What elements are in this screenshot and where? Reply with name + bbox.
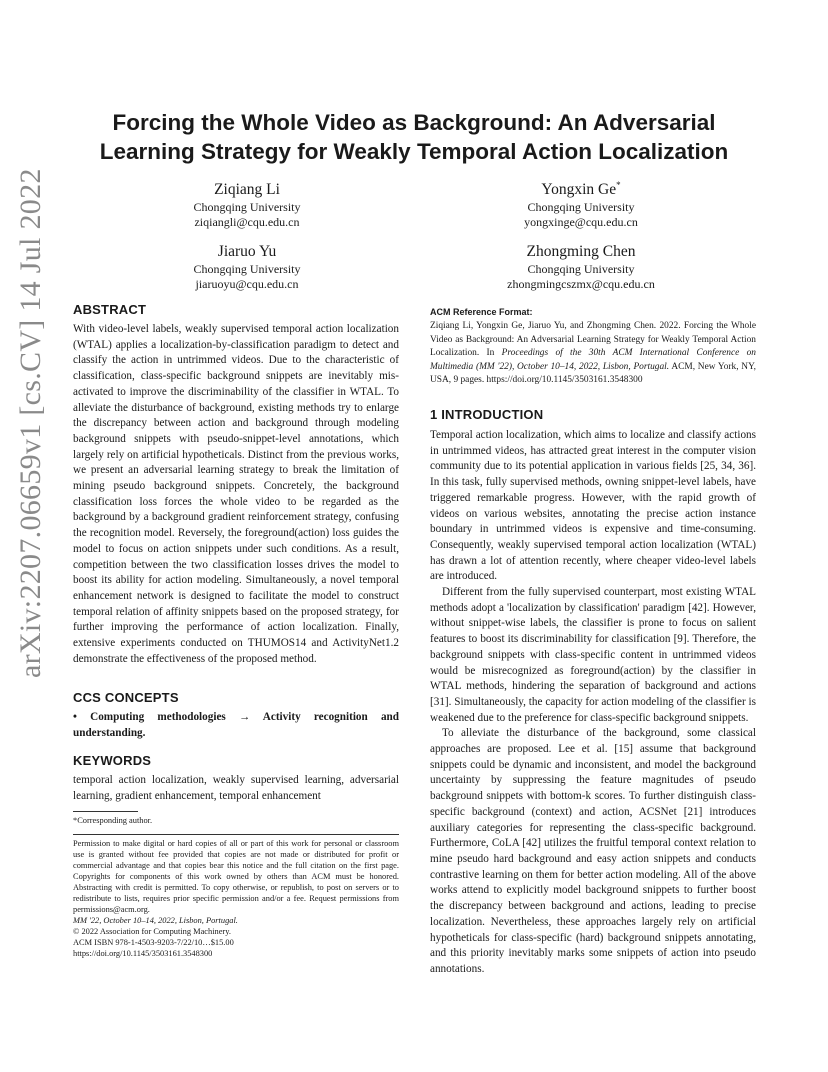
acm-reference-authors: Ziqiang Li, Yongxin Ge, Jiaruo Yu, and Zhongming Chen. 2022. Forcing the Whole Video as Background: An Adversarial Learning Strategy for Weakly Temporal Action Localization. In — [430, 321, 756, 358]
intro-paragraph-1: Temporal action localization, which aims to localize and classify actions in untrimmed videos, has attracted great interest in the computer vision community due to its potential application in various fields [25, 34, 36]. In this task, fully supervised methods, owning snippet-level labels, have triggered remarkable progress. However, with the rapid growth of videos on various websites, annotating the precise action instance boundary in untrimmed videos is expensive and time-consuming. Consequently, weakly supervised temporal action localization (WTAL) has drawn a lot of attention recently, where cheaper video-level labels are introduced. — [430, 429, 756, 583]
permission-notice: Permission to make digital or hard copies of all or part of this work for personal or classroom use is granted without fee provided that copies are not made or distributed for profit or commercial advantage and that copies bear this notice and the full citation on the first page. Copyrights for components of this work owned by others than ACM must be honored. Abstracting with credit is permitted. To copy otherwise, or republish, to post on servers or to redistribute to lists, requires prior specific permission and/or a fee. Request permissions from permissions@acm.org. — [73, 839, 399, 914]
author-affiliation: Chongqing University — [193, 200, 301, 214]
keywords-list: temporal action localization, weakly supervised learning, adversarial learning, gradient enhancement, temporal enhancement — [73, 774, 399, 802]
acm-reference-venue: Proceedings of the 30th ACM International Conference on Multimedia (MM '22), October 10–14, 2022, Lisbon, Portugal. — [430, 348, 756, 372]
corresponding-mark: * — [616, 179, 621, 190]
author-email: zhongmingcszmx@cqu.edu.cn — [507, 277, 655, 291]
keywords-text — [73, 773, 399, 804]
author-block-1 — [147, 180, 347, 230]
acm-reference-text — [430, 320, 756, 388]
paper-title — [80, 108, 748, 166]
isbn-line: ACM ISBN 978-1-4503-9203-7/22/10…$15.00 — [73, 938, 234, 947]
title-line-2: Learning Strategy for Weakly Temporal Action Localization — [99, 139, 729, 164]
author-email: ziqiangli@cqu.edu.cn — [194, 215, 300, 229]
author-block-3 — [147, 242, 347, 292]
keywords-heading: KEYWORDS — [73, 753, 152, 768]
introduction-text — [430, 428, 756, 978]
intro-paragraph-3: To alleviate the disturbance of the background, some classical approaches are proposed. Lee et al. [15] assume that background snippets could be dynamic and inconsistent, and model the background uncertainty by suppressing the feature magnitudes of pseudo background snippets with bottom-k scores. To further distinguish class-specific background (context) and action, ACSNet [21] introduces auxiliary categories for representing the class-specific background. Furthermore, CoLA [42] utilizes the fruitful temporal context relation to mine pseudo hard background and easy action snippets and conducts contrastive learning on them for better action modeling. All of the above works attend to explicitly model background snippets to further boost the discrepancy between background and actions, leading to precise localization. Nevertheless, these approaches largely rely on artificial hypotheticals for class-specific (hard) background snippets annotating, and this priority inevitably marks some snippets of action into pseudo annotations. — [430, 727, 756, 975]
ccs-text — [73, 710, 399, 741]
doi-link[interactable]: https://doi.org/10.1145/3503161.3548300 — [73, 949, 213, 958]
author-name: Zhongming Chen — [526, 243, 636, 260]
corresponding-footnote: *Corresponding author. — [73, 816, 153, 825]
title-line-1: Forcing the Whole Video as Background: An Adversarial — [112, 110, 716, 135]
footnote-rule — [73, 811, 138, 812]
arxiv-identifier: arXiv:2207.06659v1 [cs.CV] 14 Jul 2022 — [14, 168, 47, 678]
author-email: jiaruoyu@cqu.edu.cn — [195, 277, 299, 291]
author-affiliation: Chongqing University — [527, 262, 635, 276]
arxiv-sidebar — [0, 0, 70, 1072]
ccs-heading: CCS CONCEPTS — [73, 690, 179, 705]
author-block-2 — [481, 180, 681, 230]
abstract-text — [73, 322, 399, 667]
introduction-heading: 1 INTRODUCTION — [430, 407, 544, 422]
author-block-4 — [481, 242, 681, 292]
acm-reference-heading: ACM Reference Format: — [430, 307, 533, 317]
acm-reference-pub: ACM, New York, NY, USA, 9 pages. https://doi.org/10.1145/3503161.3548300 — [430, 361, 756, 385]
author-name: Yongxin Ge* — [541, 179, 621, 198]
author-email: yongxinge@cqu.edu.cn — [524, 215, 638, 229]
author-name: Ziqiang Li — [214, 181, 280, 198]
copyright-line: © 2022 Association for Computing Machinery. — [73, 927, 231, 936]
author-name: Jiaruo Yu — [217, 243, 277, 260]
abstract-heading: ABSTRACT — [73, 302, 147, 317]
conference-info: MM '22, October 10–14, 2022, Lisbon, Portugal. — [73, 916, 238, 925]
intro-paragraph-2: Different from the fully supervised counterpart, most existing WTAL methods adopt a 'localization by classification' paradigm [42]. However, without snippet-wise labels, the classifier is prone to focus on salient features to boost its discriminability for classification [9]. Therefore, the background snippets with class-specific content in untrimmed videos would be misrecognized as foreground(action) by the classifier in WTAL methods, hindering the separation of background and actions [31]. Simultaneously, the capacity for action modeling of the classifier is weakened due to the preference for class-specific background snippets. — [430, 586, 756, 724]
author-affiliation: Chongqing University — [193, 262, 301, 276]
author-affiliation: Chongqing University — [527, 200, 635, 214]
ccs-concept: • Computing methodologies → Activity recognition and understanding. — [73, 711, 399, 739]
abstract-paragraph: With video-level labels, weakly supervised temporal action localization (WTAL) applies a localization-by-classification paradigm to detect and classify the action in untrimmed videos. Due to the characteristic of classification, class-specific background snippets are inevitably mis-activated to improve the discriminability of the classifier in WTAL. To alleviate the disturbance of background, existing methods try to enlarge the discrepancy between action and background through modeling background snippets with pseudo-snippet-level annotations, which largely rely on artificial hypotheticals. Distinct from the previous works, we present an adversarial learning strategy to break the limitation of mining pseudo background snippets. Concretely, the background classification loss forces the whole video to be regarded as the background by a background gradient reinforcement strategy, confusing the recognition model. Reversely, the foreground(action) loss guides the model to focus on action snippets under such conditions. As a result, competition between the two classification losses drives the model to boost its ability for action modeling. Simultaneously, a novel temporal enhancement network is designed to facilitate the model to construct temporal relation of affinity snippets based on the proposed strategy, for further improving the performance of action localization. Finally, extensive experiments conducted on THUMOS14 and ActivityNet1.2 demonstrate the effectiveness of the proposed method. — [73, 323, 399, 665]
permission-block — [73, 838, 399, 959]
permission-rule — [73, 834, 399, 835]
